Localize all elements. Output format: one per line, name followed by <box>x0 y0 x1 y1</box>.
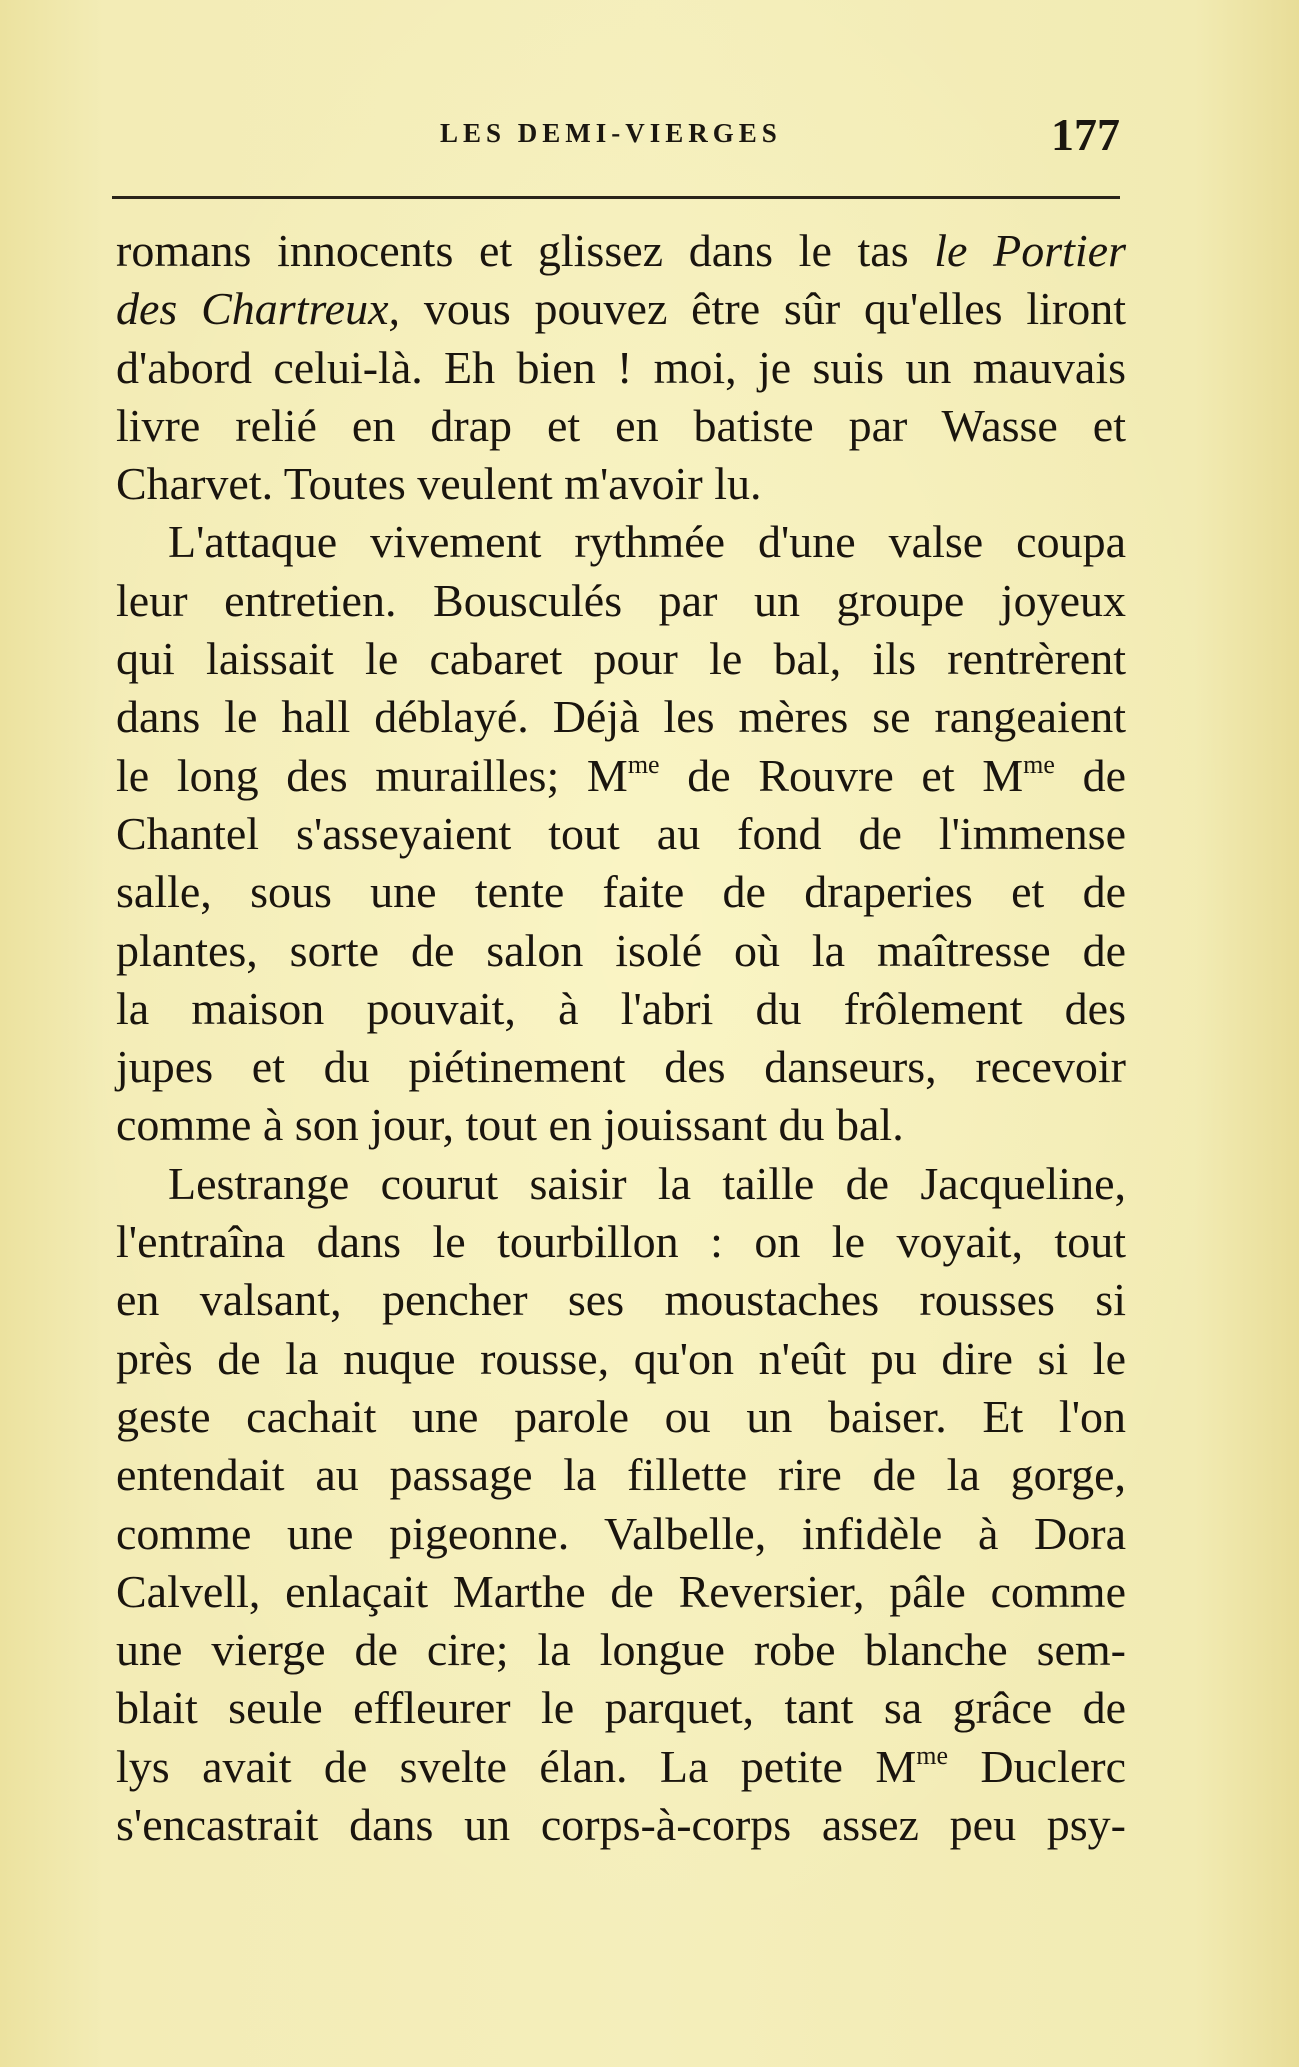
text-line: Lestrange courut saisir la taille de Jacqueline, <box>168 1157 1126 1209</box>
text-line: d'abord celui-là. Eh bien ! moi, je suis un mauvais <box>116 341 1126 393</box>
text-line: près de la nuque rousse, qu'on n'eût pu dire si le <box>116 1332 1126 1384</box>
text-line: le long des murailles; $M^{me}$ de Rouvre et $M^{me}$ de <box>116 749 1127 801</box>
text-line: salle, sous une tente faite de draperies et de <box>116 866 1126 918</box>
page-number: 177 <box>1051 109 1120 160</box>
text-line: une vierge de cire; la longue robe blanche sem- <box>116 1624 1126 1676</box>
running-head <box>110 108 1120 168</box>
text-line: s'encastrait dans un corps-à-corps assez peu psy- <box>116 1799 1126 1851</box>
text-line: entendait au passage la fillette rire de la gorge, <box>116 1449 1126 1501</box>
text-line: plantes, sorte de salon isolé où la maîtresse de <box>116 924 1126 976</box>
running-title: LES DEMI-VIERGES <box>440 118 782 148</box>
text-line: romans innocents et glissez dans le tas le Portier <box>116 225 1126 276</box>
text-line: jupes et du piétinement des danseurs, recevoir <box>116 1041 1126 1093</box>
body-text <box>116 222 1126 1854</box>
text-line: L'attaque vivement rythmée d'une valse coupa <box>168 516 1126 568</box>
text-line: lys avait de svelte élan. La petite $M^{me}$ Duclerc <box>116 1740 1126 1792</box>
header-rule <box>112 196 1120 199</box>
text-line: comme à son jour, tout en jouissant du bal. <box>116 1099 904 1151</box>
text-line: Chantel s'asseyaient tout au fond de l'immense <box>116 807 1126 859</box>
text-line: leur entretien. Bousculés par un groupe joyeux <box>116 574 1126 626</box>
text-line: Charvet. Toutes veulent m'avoir lu. <box>116 458 762 510</box>
text-line: l'entraîna dans le tourbillon : on le voyait, tout <box>116 1216 1126 1268</box>
text-line: en valsant, pencher ses moustaches rousses si <box>116 1274 1126 1326</box>
text-line: livre relié en drap et en batiste par Wasse et <box>116 399 1126 451</box>
text-line: geste cachait une parole ou un baiser. Et l'on <box>116 1390 1126 1442</box>
text-line: qui laissait le cabaret pour le bal, ils rentrèrent <box>116 633 1126 685</box>
text-line: des Chartreux, vous pouvez être sûr qu'elles liront <box>116 283 1126 335</box>
text-line: dans le hall déblayé. Déjà les mères se rangeaient <box>116 691 1126 743</box>
text-line: la maison pouvait, à l'abri du frôlement des <box>116 982 1126 1034</box>
text-line: Calvell, enlaçait Marthe de Reversier, pâle comme <box>116 1565 1126 1617</box>
text-line: comme une pigeonne. Valbelle, infidèle à Dora <box>116 1507 1126 1559</box>
text-line: blait seule effleurer le parquet, tant sa grâce de <box>116 1682 1126 1734</box>
